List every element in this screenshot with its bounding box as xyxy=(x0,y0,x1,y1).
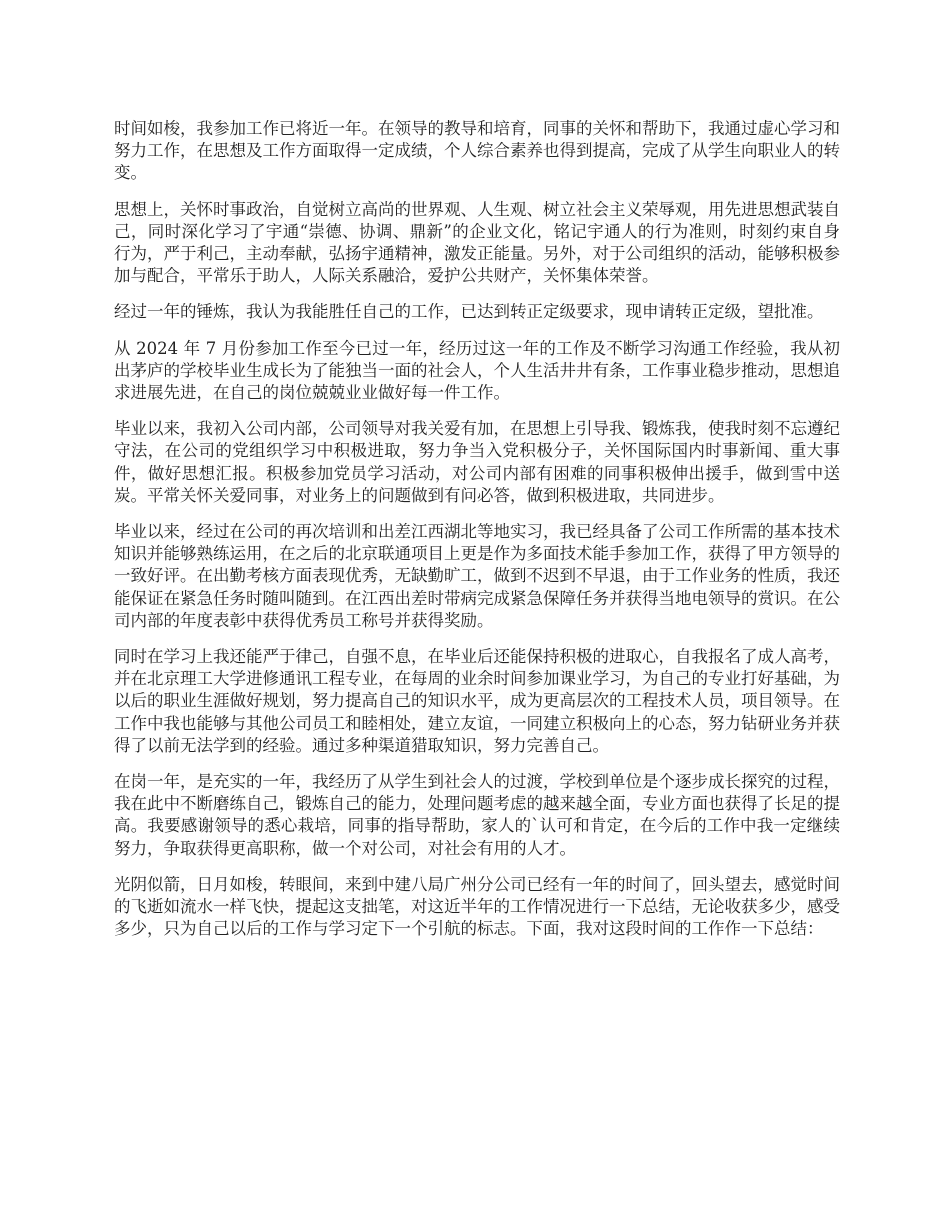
paragraph-7: 同时在学习上我还能严于律己，自强不息，在毕业后还能保持积极的进取心，自我报名了成人高考，并在北京理工大学进修通讯工程专业，在每周的业余时间参加课业学习，为自己的专业打好基础，为以后的职业生涯做好规划，努力提高自己的知识水平，成为更高层次的工程技术人员，项目领导。在工作中我也能够与其他公司员工和睦相处，建立友谊，一同建立积极向上的心态，努力钻研业务并获得了以前无法学到的经验。通过多种渠道猎取知识，努力完善自己。 xyxy=(114,647,840,755)
paragraph-4: 从 2024 年 7 月份参加工作至今已过一年，经历过这一年的工作及不断学习沟通工作经验，我从初出茅庐的学校毕业生成长为了能独当一面的社会人，个人生活井井有条，工作事业稳步推动，思想追求进展先进，在自己的岗位兢兢业业做好每一件工作。 xyxy=(114,338,840,403)
paragraph-5: 毕业以来，我初入公司内部，公司领导对我关爱有加，在思想上引导我、锻炼我，使我时刻不忘遵纪守法，在公司的党组织学习中积极进取，努力争当入党积极分子，关怀国际国内时事新闻、重大事件，做好思想汇报。积极参加党员学习活动，对公司内部有困难的同事积极伸出援手，做到雪中送炭。平常关怀关爱同事，对业务上的问题做到有问必答，做到积极进取，共同进步。 xyxy=(114,419,840,505)
paragraph-2: 思想上，关怀时事政治，自觉树立高尚的世界观、人生观、树立社会主义荣辱观，用先进思想武装自己，同时深化学习了宇通“崇德、协调、鼎新”的企业文化，铭记宇通人的行为准则，时刻约束自身行为，严于利己，主动奉献，弘扬宇通精神，激发正能量。另外，对于公司组织的活动，能够积极参加与配合，平常乐于助人，人际关系融洽，爱护公共财产，关怀集体荣誉。 xyxy=(114,199,840,286)
paragraph-9: 光阴似箭，日月如梭，转眼间，来到中建八局广州分公司已经有一年的时间了，回头望去，感觉时间的飞逝如流水一样飞快，提起这支拙笔，对这近半年的工作情况进行一下总结，无论收获多少，感受多少，只为自己以后的工作与学习定下一个引航的标志。下面，我对这段时间的工作作一下总结： xyxy=(114,874,840,939)
paragraph-8: 在岗一年，是充实的一年，我经历了从学生到社会人的过渡，学校到单位是个逐步成长探究的过程，我在此中不断磨练自己，锻炼自己的能力，处理问题考虑的越来越全面，专业方面也获得了长足的提高。我要感谢领导的悉心栽培，同事的指导帮助，家人的`认可和肯定，在今后的工作中我一定继续努力，争取获得更高职称，做一个对公司，对社会有用的人才。 xyxy=(114,772,840,858)
paragraph-1: 时间如梭，我参加工作已将近一年。在领导的教导和培育，同事的关怀和帮助下，我通过虚心学习和努力工作，在思想及工作方面取得一定成绩，个人综合素养也得到提高，完成了从学生向职业人的转变。 xyxy=(114,119,840,183)
paragraph-6: 毕业以来，经过在公司的再次培训和出差江西湖北等地实习，我已经具备了公司工作所需的基本技术知识并能够熟练运用，在之后的北京联通项目上更是作为多面技术能手参加工作，获得了甲方领导的一致好评。在出勤考核方面表现优秀，无缺勤旷工，做到不迟到不早退，由于工作业务的性质，我还能保证在紧急任务时随叫随到。在江西出差时带病完成紧急保障任务并获得当地电领导的赏识。在公司内部的年度表彰中获得优秀员工称号并获得奖励。 xyxy=(114,522,840,630)
paragraph-3: 经过一年的锤炼，我认为我能胜任自己的工作，已达到转正定级要求，现申请转正定级，望批准。 xyxy=(114,302,824,322)
document-page xyxy=(114,118,840,955)
